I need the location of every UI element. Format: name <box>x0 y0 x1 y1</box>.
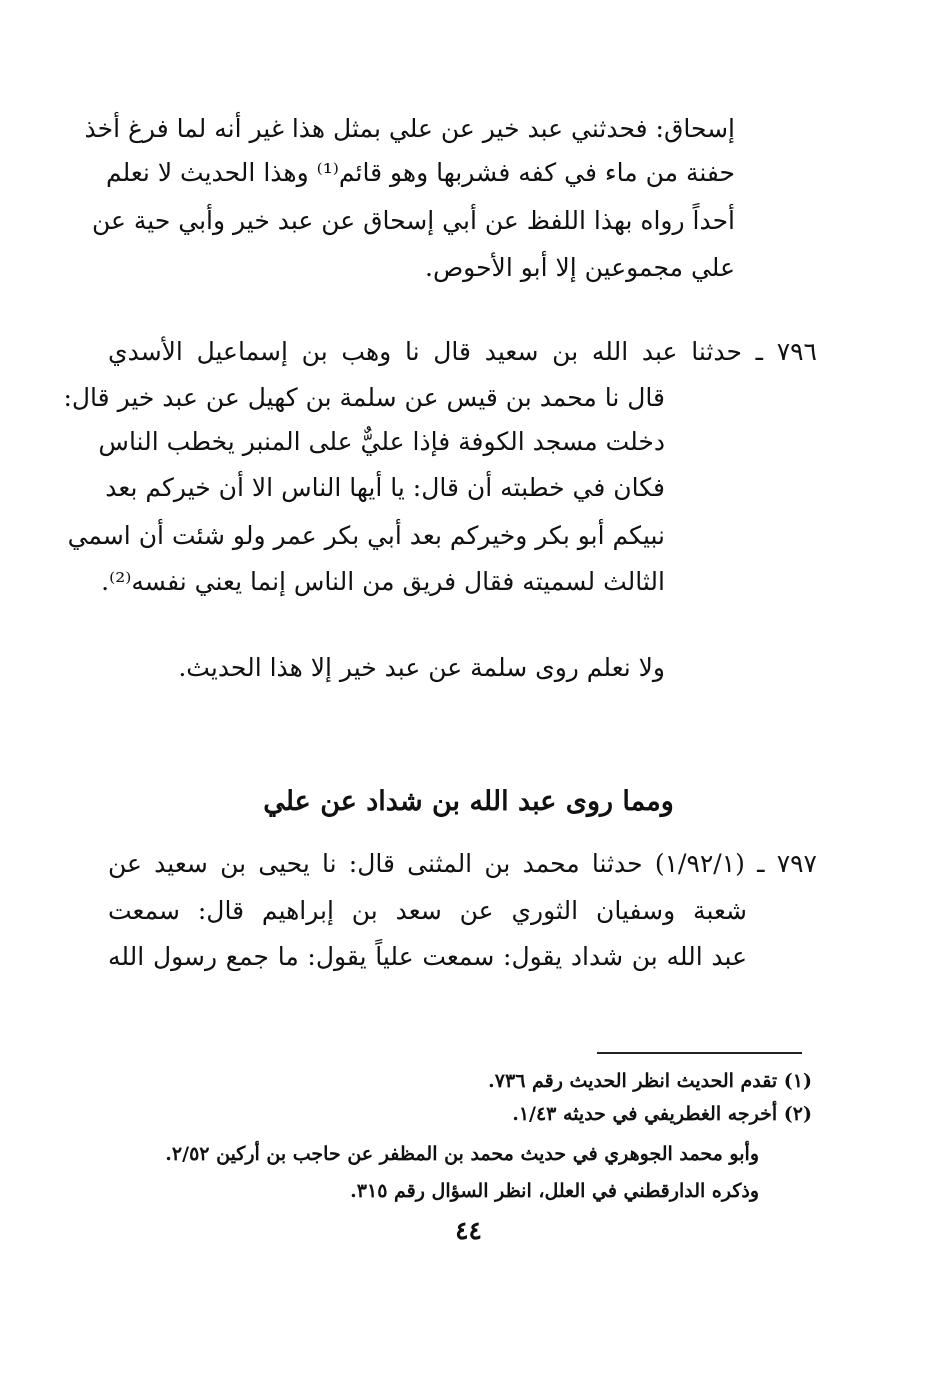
text-line: علي مجموعين إلا أبو الأحوص. <box>425 253 735 282</box>
hadith-796-first-line: ٧٩٦ ـ حدثنا عبد الله بن سعيد قال نا وهب بن إسماعيل الأسدي <box>108 337 817 366</box>
text-line: إسحاق: فحدثني عبد خير عن علي بمثل هذا غير أنه لما فرغ أخذ <box>84 114 735 143</box>
text-line: الثالث لسميته فقال فريق من الناس إنما يعني نفسه⁽²⁾. <box>101 567 665 596</box>
page-number: ٤٤ <box>455 1216 482 1245</box>
footnote-2: (٢) أخرجه الغطريفي في حديثه ١/٤٣. <box>512 1103 812 1125</box>
text-line: دخلت مسجد الكوفة فإذا عليٌّ على المنبر يخطب الناس <box>98 427 665 456</box>
footnote-separator <box>597 1052 802 1054</box>
section-heading: ومما روى عبد الله بن شداد عن علي <box>263 786 674 817</box>
text-line: حفنة من ماء في كفه فشربها وهو قائم⁽¹⁾ وهذا الحديث لا نعلم <box>105 158 735 187</box>
text-line: نبيكم أبو بكر وخيركم بعد أبي بكر عمر ولو شئت أن اسمي <box>67 521 665 550</box>
footnote-1: (١) تقدم الحديث انظر الحديث رقم ٧٣٦. <box>488 1070 812 1092</box>
text-line: أحداً رواه بهذا اللفظ عن أبي إسحاق عن عبد خير وأبي حية عن <box>91 206 735 235</box>
text-line: عبد الله بن شداد يقول: سمعت علياً يقول: ما جمع رسول الله <box>108 942 747 971</box>
hadith-797-first-line: ٧٩٧ ـ (١/٩٢/١) حدثنا محمد بن المثنى قال: نا يحيى بن سعيد عن <box>108 849 817 878</box>
footnote-2-continued: وأبو محمد الجوهري في حديث محمد بن المظفر عن حاجب بن أركين ٢/٥٢. <box>165 1143 759 1165</box>
text-line: ولا نعلم روى سلمة عن عبد خير إلا هذا الحديث. <box>178 653 665 682</box>
text-line: قال نا محمد بن قيس عن سلمة بن كهيل عن عبد خير قال: <box>63 383 665 412</box>
text-line: شعبة وسفيان الثوري عن سعد بن إبراهيم قال: سمعت <box>108 896 747 925</box>
footnote-2-continued: وذكره الدارقطني في العلل، انظر السؤال رقم ٣١٥. <box>350 1180 759 1202</box>
text-line: فكان في خطبته أن قال: يا أيها الناس الا أن خيركم بعد <box>105 473 665 502</box>
